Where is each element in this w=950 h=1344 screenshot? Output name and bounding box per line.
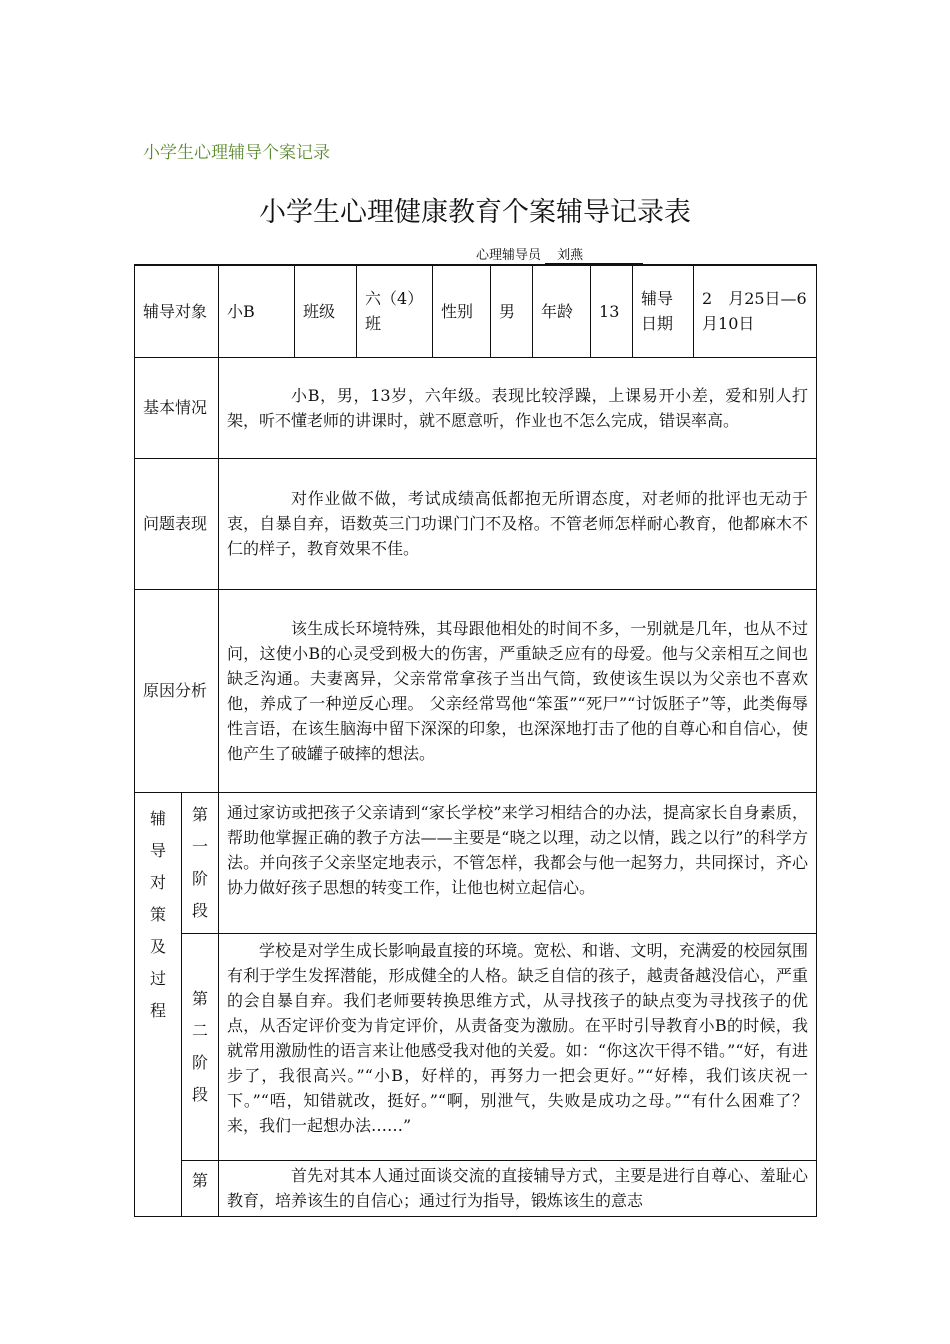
stage-2-text: 学校是对学生成长影响最直接的环境。宽松、和谐、文明，充满爱的校园氛围有利于学生发挥潜能，形成健全的人格。缺乏自信的孩子，越责备越没信心，严重的会自暴自弃。我们老师要转换思维方式，从寻找孩子的缺点变为寻找孩子的优点，从否定评价变为肯定评价，从责备变为激励。在平时引导教育小B的时候，我就常用激励性的语言来让他感受我对他的关爱。如：“你这次干得不错。”“好，有进步了，我很高兴。”“小B，好样的，再努力一把会更好。”“好棒，我们该庆祝一下。”“唔，知错就改，挺好。”“啊，别泄气，失败是成功之母。”“有什么困难了？来，我们一起想办法……”	[227, 940, 809, 1135]
cause-row	[135, 589, 817, 792]
info-row	[135, 265, 817, 357]
page-title: 小学生心理健康教育个案辅导记录表	[259, 197, 691, 228]
stage-3-label: 第	[182, 1160, 219, 1216]
counselor-line	[476, 244, 643, 264]
problem-text: 对作业做不做，考试成绩高低都抱无所谓态度，对老师的批评也无动于衷，自暴自弃，语数英三门功课门门不及格。不管老师怎样耐心教育，他都麻木不仁的样子，教育效果不佳。	[227, 489, 809, 558]
problem-row	[135, 458, 817, 589]
class-value: 六（4）班	[357, 265, 433, 357]
strategy-label: 辅 导 对 策 及 过 程	[135, 792, 182, 1216]
stage-2-row	[135, 933, 817, 1160]
class-label: 班级	[295, 265, 357, 357]
age-value: 13	[591, 265, 633, 357]
age-label: 年龄	[533, 265, 591, 357]
counselor-name: 刘燕	[545, 244, 643, 264]
counselor-label: 心理辅导员	[476, 248, 542, 263]
problem-label: 问题表现	[135, 458, 219, 589]
target-label: 辅导对象	[135, 265, 219, 357]
cause-label: 原因分析	[135, 589, 219, 792]
date-label: 辅导日期	[633, 265, 694, 357]
basic-label: 基本情况	[135, 357, 219, 458]
record-table	[134, 264, 817, 1217]
basic-row	[135, 357, 817, 458]
stage-3-row	[135, 1160, 817, 1216]
stage-1-row	[135, 792, 817, 933]
document-header: 小学生心理辅导个案记录	[143, 143, 330, 163]
stage-3-text: 首先对其本人通过面谈交流的直接辅导方式，主要是进行自尊心、羞耻心教育，培养该生的自信心；通过行为指导，锻炼该生的意志	[227, 1165, 809, 1210]
target-value: 小B	[219, 265, 295, 357]
stage-1-text: 通过家访或把孩子父亲请到“家长学校”来学习相结合的办法，提高家长自身素质，帮助他掌握正确的教子方法——主要是“晓之以理，动之以情，践之以行”的科学方法。并向孩子父亲坚定地表示，不管怎样，我都会与他一起努力，共同探讨，齐心协力做好孩子思想的转变工作，让他也树立起信心。	[227, 802, 809, 897]
gender-label: 性别	[433, 265, 491, 357]
stage-2-label: 第 二 阶 段	[182, 933, 219, 1160]
basic-text: 小B，男，13岁，六年级。表现比较浮躁，上课易开小差，爱和别人打架，听不懂老师的讲课时，就不愿意听，作业也不怎么完成，错误率高。	[227, 385, 809, 430]
gender-value: 男	[491, 265, 533, 357]
date-value: 2 月25日—6月10日	[694, 265, 817, 357]
stage-1-label: 第 一 阶 段	[182, 792, 219, 933]
cause-text: 该生成长环境特殊，其母跟他相处的时间不多，一别就是几年，也从不过问，这使小B的心灵受到极大的伤害，严重缺乏应有的母爱。他与父亲相互之间也缺乏沟通。夫妻离异，父亲常常拿孩子当出气筒，致使该生误以为父亲也不喜欢他，养成了一种逆反心理。 父亲经常骂他“笨蛋”“死尸”“讨饭胚子”等，此类侮辱性言语，在该生脑海中留下深深的印象，也深深地打击了他的自尊心和自信心，使他产生了破罐子破摔的想法。	[227, 618, 809, 763]
